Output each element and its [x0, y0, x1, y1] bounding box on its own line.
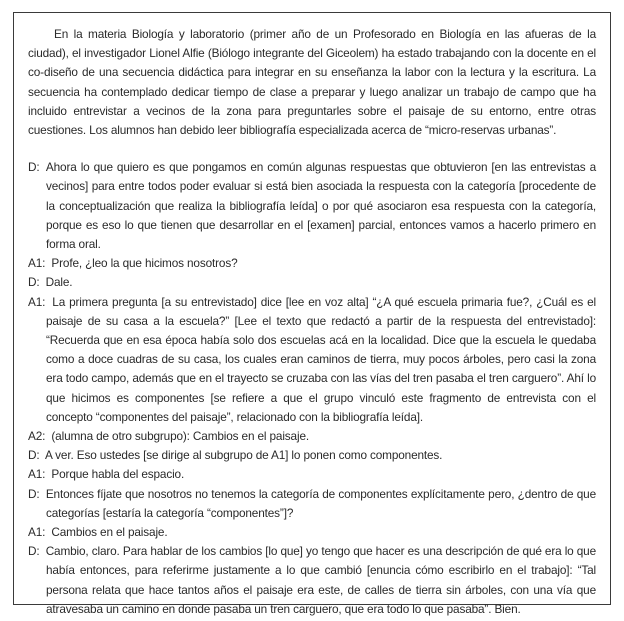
speaker-label: D:	[28, 544, 40, 559]
speaker-label: A2:	[28, 429, 46, 444]
speaker-label: D:	[28, 160, 40, 175]
dialogue-turn	[28, 523, 596, 542]
turn-text: Porque habla del espacio.	[51, 467, 185, 482]
speaker-label: D:	[28, 448, 40, 463]
dialogue-turn	[28, 158, 596, 254]
dialogue-turn	[28, 465, 596, 484]
turn-text: Profe, ¿leo la que hicimos nosotros?	[51, 256, 238, 271]
dialogue-turn	[28, 254, 596, 273]
turn-text: Cambios en el paisaje.	[51, 525, 168, 540]
speaker-label: D:	[28, 486, 40, 501]
intro-paragraph: En la materia Biología y laboratorio (primer año de un Profesorado en Biología en las afueras de la ciudad), el investigador Lionel Alfie (Biólogo integrante del Giceolem) ha estado trabajando con la docente en el co-diseño de una secuencia didáctica para integrar en su enseñanza la labor con la lectura y la escritura. La secuencia ha contemplado dedicar tiempo de clase a preparar y luego analizar un trabajo de campo que ha incluido entrevistar a vecinos de la zona para preguntarles sobre el paisaje de su entorno, entre otras cuestiones. Los alumnos han debido leer bibliografía especializada acerca de “micro-reservas urbanas”.	[28, 27, 596, 138]
dialogue-turn	[28, 485, 596, 523]
turn-text: Dale.	[45, 275, 73, 290]
turn-text: Entonces fíjate que nosotros no tenemos la categoría de componentes explícitamente pero, ¿dentro de que categorías [estaría la categoría “componentes”]?	[45, 486, 596, 520]
dialogue-turn	[28, 446, 596, 465]
speaker-label: A1:	[28, 467, 46, 482]
speaker-label: A1:	[28, 525, 46, 540]
dialogue-turn	[28, 542, 596, 619]
speaker-label: A1:	[28, 294, 46, 309]
speaker-label: D:	[28, 275, 40, 290]
turn-text: (alumna de otro subgrupo): Cambios en el paisaje.	[51, 429, 309, 444]
dialogue	[28, 158, 596, 619]
dialogue-turn	[28, 293, 596, 427]
dialogue-turn	[28, 273, 596, 292]
turn-text: Cambio, claro. Para hablar de los cambios [lo que] yo tengo que hacer es una descripción de qué era lo que había entonces, para referirme justamente a lo que cambió [enuncia cómo escribirlo en el trabajo]: “Tal persona relata que hace tantos años el paisaje era este, de calles de tierra sin árboles, con una vía que atravesaba un camino en donde pasaba un tren carguero, que era todo lo que pasaba”. Bien.	[45, 544, 596, 616]
transcript-box	[13, 12, 611, 616]
turn-text: La primera pregunta [a su entrevistado] dice [lee en voz alta] “¿A qué escuela primaria fue?, ¿Cuál es el paisaje de su casa a la escuela?” [Lee el texto que redactó a partir de la respuesta del entrevistado]: “Recuerda que en esa época había solo dos escuelas acá en la localidad. Dice que la escuela le quedaba como a doce cuadras de su casa, los cuales eran caminos de tierra, muy pocos árboles, pero casi la zona era todo campo, además que en el trayecto se cruzaba con las vías del tren pasaba el tren carguero”. Ahí lo que hicimos es componentes [se refiere a que el grupo vinculó este fragmento de entrevista con el concepto “componentes del paisaje”, relacionado con la bibliografía leída].	[46, 294, 596, 424]
dialogue-turn	[28, 427, 596, 446]
turn-text: Ahora lo que quiero es que pongamos en común algunas respuestas que obtuvieron [en las entrevistas a vecinos] para entre todos poder evaluar si está bien asociada la respuesta con la categoría [procedente de la conceptualización que realiza la bibliografía leída] o por qué asociaron esa respuesta con la categoría, porque es eso lo que tienen que desarrollar en el [examen] parcial, entonces vamos a hacerlo primero en forma oral.	[45, 160, 596, 252]
turn-text: A ver. Eso ustedes [se dirige al subgrupo de A1] lo ponen como componentes.	[44, 448, 443, 463]
speaker-label: A1:	[28, 256, 46, 271]
